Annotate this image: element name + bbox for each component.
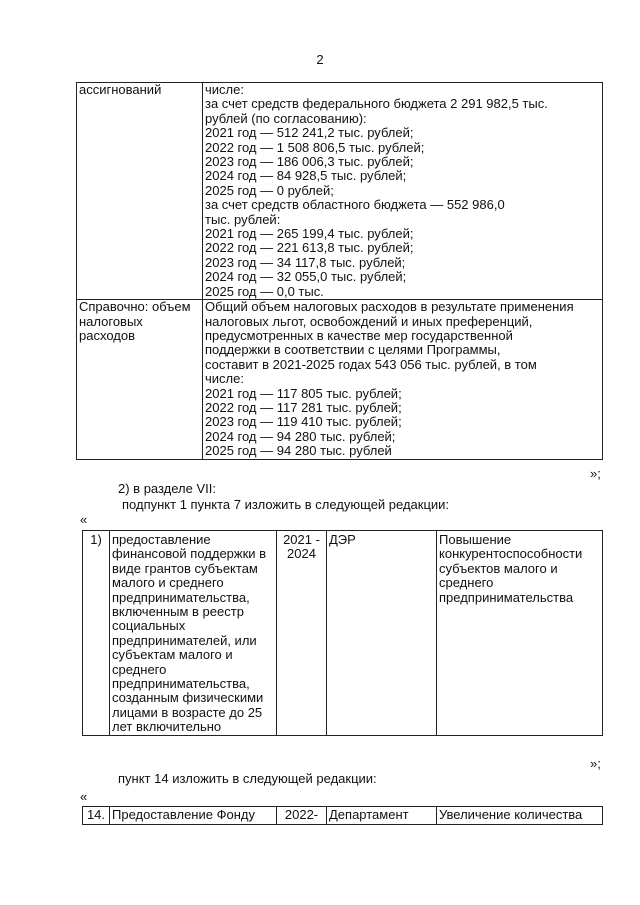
item-description: Предоставление Фонду [110,807,277,825]
content-line: 2021 год — 265 199,4 тыс. рублей; [205,226,414,242]
row-content [203,300,603,459]
section-heading: 2) в разделе VII: [118,481,216,496]
content-line: 2025 год — 94 280 тыс. рублей [205,443,392,459]
content-line: числе: [205,371,244,387]
item-description: предоставление финансовой поддержки в виде грантов субъектам малого и среднего предпринимательства, включенным в реестр социальных предпринимателей, или субъектам малого и среднего предпринимательства, созданным физическими лицами в возрасте до 25 лет включительно [110,531,277,736]
funding-table [76,82,603,460]
item-number: 1) [83,531,110,736]
content-line: 2021 год — 512 241,2 тыс. рублей; [205,125,414,141]
closing-quote: »; [590,466,601,481]
measures-table [82,530,603,736]
row-label: Справочно: объем налоговых расходов [77,300,203,459]
table-row [83,531,603,736]
opening-quote: « [80,789,88,804]
row-label: ассигнований [77,83,203,300]
content-line: рублей (по согласованию): [205,110,367,126]
content-line: составит в 2021-2025 годах 543 056 тыс. рублей, в том [205,356,537,372]
item-years: 2021 - 2024 [277,531,327,736]
item-result: Увеличение количества [437,807,603,825]
content-line: за счет средств федерального бюджета 2 291 982,5 тыс. [205,96,548,112]
content-line: 2025 год — 0,0 тыс. [205,283,324,299]
closing-quote: »; [590,756,601,771]
content-line: 2023 год — 186 006,3 тыс. рублей; [205,154,414,170]
content-line: 2025 год — 0 рублей; [205,182,334,198]
item-number: 14. [83,807,110,825]
subpoint-instruction: подпункт 1 пункта 7 изложить в следующей редакции: [122,497,450,512]
item-executor: Департамент [327,807,437,825]
table-row [83,807,603,825]
opening-quote: « [80,512,88,527]
content-line: предусмотренных в качестве мер государственной [205,327,513,343]
table-row [77,83,603,300]
page-number: 2 [316,52,324,67]
item-result: Повышение конкурентоспособности субъектов малого и среднего предпринимательства [437,531,603,736]
content-line: 2021 год — 117 805 тыс. рублей; [205,385,402,401]
item-years: 2022- [277,807,327,825]
content-line: числе: [205,82,244,97]
measures-table-2 [82,806,603,825]
content-line: 2024 год — 84 928,5 тыс. рублей; [205,168,407,184]
content-line: тыс. рублей: [205,211,281,227]
content-line: 2022 год — 221 613,8 тыс. рублей; [205,240,414,256]
content-line: налоговых льгот, освобождений и иных преференций, [205,313,533,329]
row-content [203,83,603,300]
content-line: 2023 год — 34 117,8 тыс. рублей; [205,254,406,270]
content-line: Общий объем налоговых расходов в результате применения [205,299,574,315]
content-line: 2024 год — 32 055,0 тыс. рублей; [205,269,407,285]
table-row [77,300,603,459]
content-line: за счет средств областного бюджета — 552 986,0 [205,197,505,213]
item-executor: ДЭР [327,531,437,736]
content-line: 2022 год — 1 508 806,5 тыс. рублей; [205,139,425,155]
content-line: 2023 год — 119 410 тыс. рублей; [205,414,402,430]
content-line: 2024 год — 94 280 тыс. рублей; [205,428,396,444]
point-instruction: пункт 14 изложить в следующей редакции: [118,771,377,786]
content-line: поддержки в соответствии с целями Программы, [205,342,501,358]
content-line: 2022 год — 117 281 тыс. рублей; [205,399,402,415]
